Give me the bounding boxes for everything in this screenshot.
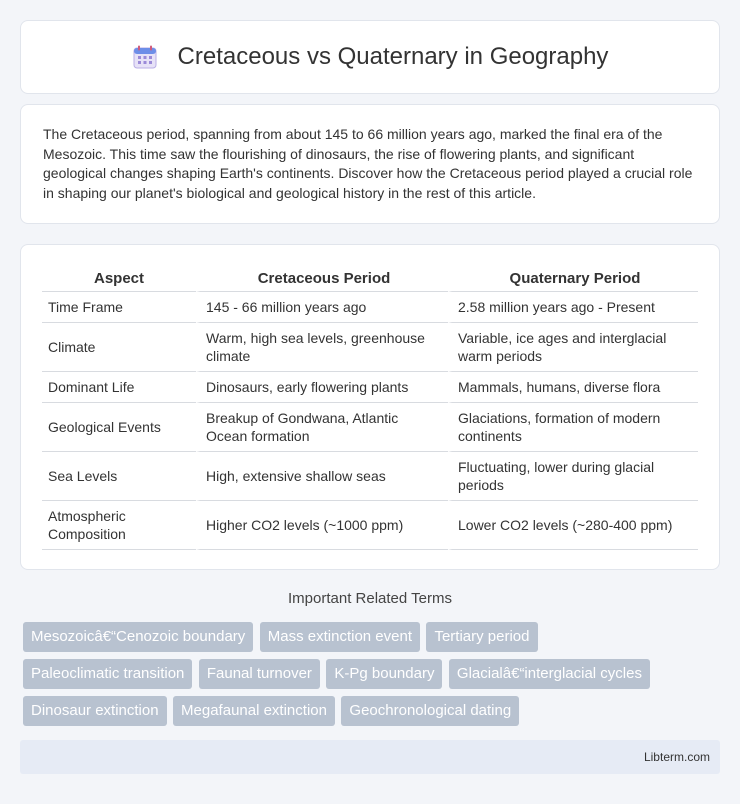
page-title: Cretaceous vs Quaternary in Geography (177, 43, 609, 70)
table-cell: Climate (42, 323, 196, 372)
term-tag[interactable]: Geochronological dating (341, 696, 519, 726)
term-tag[interactable]: Tertiary period (426, 622, 537, 652)
comparison-card (20, 244, 720, 570)
table-cell: Breakup of Gondwana, Atlantic Ocean formation (196, 403, 448, 452)
table-row (42, 501, 698, 550)
intro-card (20, 104, 720, 224)
title-card (20, 20, 720, 94)
table-cell: Dominant Life (42, 372, 196, 403)
table-cell: Warm, high sea levels, greenhouse climate (196, 323, 448, 372)
header-cretaceous: Cretaceous Period (196, 263, 448, 292)
table-row (42, 372, 698, 403)
term-tag[interactable]: Mass extinction event (260, 622, 420, 652)
related-terms-title: Important Related Terms (288, 590, 452, 607)
term-tag[interactable]: Faunal turnover (199, 659, 320, 689)
calendar-icon (132, 44, 158, 70)
table-cell: Variable, ice ages and interglacial warm periods (448, 323, 698, 372)
term-tag[interactable]: Megafaunal extinction (173, 696, 335, 726)
term-tag[interactable]: Mesozoicâ€“Cenozoic boundary (23, 622, 253, 652)
comparison-table (42, 263, 698, 550)
term-tag[interactable]: Glacialâ€“interglacial cycles (449, 659, 650, 689)
table-cell: Geological Events (42, 403, 196, 452)
footer-site-link[interactable]: Libterm.com (643, 750, 710, 764)
footer (20, 740, 720, 774)
table-cell: Fluctuating, lower during glacial periods (448, 452, 698, 501)
table-cell: Atmospheric Composition (42, 501, 196, 550)
term-tag[interactable]: K-Pg boundary (326, 659, 442, 689)
table-cell: Higher CO2 levels (~1000 ppm) (196, 501, 448, 550)
table-cell: High, extensive shallow seas (196, 452, 448, 501)
table-cell: Mammals, humans, diverse flora (448, 372, 698, 403)
table-cell: Time Frame (42, 292, 196, 323)
term-tag[interactable]: Dinosaur extinction (23, 696, 167, 726)
table-cell: 2.58 million years ago - Present (448, 292, 698, 323)
intro-text: The Cretaceous period, spanning from about 145 to 66 million years ago, marked the final era of the Mesozoic. This time saw the flourishing of dinosaurs, the rise of flowering plants, and significant geological changes shaping Earth's continents. Discover how the Cretaceous period played a crucial role in shaping our planet's biological and geological history in the rest of this article. (43, 126, 693, 201)
header-aspect: Aspect (42, 263, 196, 292)
table-header-row (42, 263, 698, 292)
table-cell: Lower CO2 levels (~280-400 ppm) (448, 501, 698, 550)
table-cell: Sea Levels (42, 452, 196, 501)
table-cell: Glaciations, formation of modern continents (448, 403, 698, 452)
table-row (42, 323, 698, 372)
table-cell: Dinosaurs, early flowering plants (196, 372, 448, 403)
table-row (42, 292, 698, 323)
term-tag[interactable]: Paleoclimatic transition (23, 659, 192, 689)
related-terms-list (23, 622, 723, 733)
table-cell: 145 - 66 million years ago (196, 292, 448, 323)
table-row (42, 452, 698, 501)
header-quaternary: Quaternary Period (448, 263, 698, 292)
table-row (42, 403, 698, 452)
